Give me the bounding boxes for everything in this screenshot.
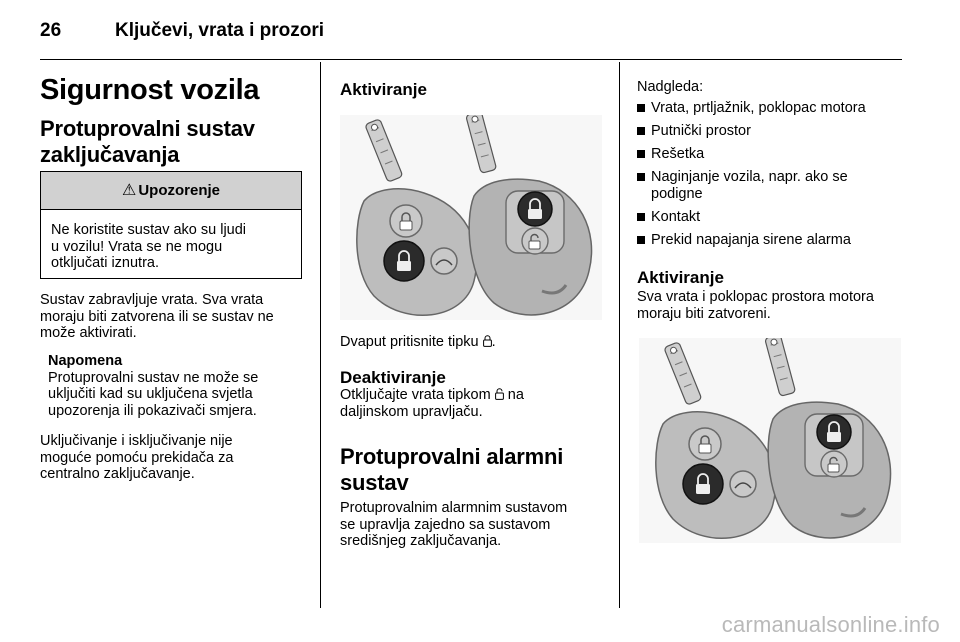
activation-heading-alarm: Aktiviranje [637, 268, 724, 287]
subsection-heading-line: Protuprovalni sustav [40, 116, 255, 141]
running-title: Ključevi, vrata i prozori [115, 20, 325, 41]
press-twice-end: . [491, 334, 496, 350]
bullet-square-icon [637, 236, 645, 244]
list-item [637, 146, 905, 163]
text-line: može aktivirati. [40, 325, 137, 341]
list-item-text: Vrata, prtljažnik, poklopac motora [651, 100, 866, 116]
list-item [637, 169, 905, 202]
lock-icon [483, 335, 492, 347]
subsection-heading-line: zaključavanja [40, 142, 180, 167]
monitored-items-list [637, 100, 905, 255]
list-item-text: Putnički prostor [651, 123, 751, 139]
list-item-text-line: Naginjanje vozila, napr. ako se [651, 169, 848, 185]
list-item [637, 100, 905, 117]
warning-line: Ne koristite sustav ako su ljudi [51, 222, 247, 238]
bullet-square-icon [637, 104, 645, 112]
subsection-heading [40, 116, 255, 168]
deactivation-text-end: na [507, 387, 524, 403]
page-number: 26 [40, 20, 62, 41]
bullet-square-icon [637, 213, 645, 221]
text-line: centralno zaključavanje. [40, 466, 195, 482]
text-line: Protuprovalnim alarmnim sustavom [340, 500, 568, 516]
bullet-square-icon [637, 150, 645, 158]
warning-body [41, 210, 301, 272]
deactivation-text [340, 387, 610, 420]
list-item-text [651, 169, 848, 202]
alarm-heading-line: sustav [340, 470, 409, 495]
alarm-heading [340, 444, 563, 496]
text-line: daljinskom upravljaču. [340, 403, 483, 420]
list-item [637, 123, 905, 140]
bullet-square-icon [637, 173, 645, 181]
text-line: Sustav zabravljuje vrata. Sva vrata [40, 292, 264, 308]
activation-text [637, 289, 907, 322]
text-line: središnjeg zaključavanja. [340, 533, 502, 549]
unlock-icon [495, 388, 504, 400]
list-item-text: Prekid napajanja sirene alarma [651, 231, 851, 248]
header-rule [40, 59, 902, 60]
list-item [637, 209, 905, 226]
note-text [48, 370, 310, 420]
section-heading: Sigurnost vozila [40, 74, 260, 106]
alarm-text [340, 500, 610, 550]
list-item [637, 232, 905, 249]
warning-title: Upozorenje [138, 182, 221, 199]
warning-triangle-icon: ⚠ [121, 182, 137, 199]
keyfob-illustration-alarm [639, 338, 901, 543]
keyfob-alarm-illustration [639, 338, 901, 543]
warning-line: u vozilu! Vrata se ne mogu [51, 238, 223, 255]
column-divider-2 [619, 62, 620, 608]
text-line: se upravlja zajedno sa sustavom [340, 516, 551, 533]
text-line: Protuprovalni sustav ne može se [48, 369, 259, 386]
keyfob-lock-illustration [340, 115, 602, 320]
warning-box [40, 171, 302, 279]
press-twice-text: Dvaput pritisnite tipku [340, 334, 479, 350]
list-item-text: Kontakt [651, 208, 701, 225]
text-line: Sva vrata i poklopac prostora motora [637, 289, 874, 305]
page-header [0, 0, 960, 62]
list-item-text: Rešetka [651, 146, 705, 162]
text-line: upozorenja ili pokazivači smjera. [48, 402, 257, 419]
warning-line: otključati iznutra. [51, 255, 159, 271]
activation-heading: Aktiviranje [340, 80, 427, 99]
keyfob-illustration [340, 115, 602, 320]
note-block [40, 353, 310, 419]
watermark: carmanualsonline.info [721, 612, 940, 637]
press-twice-line [340, 334, 496, 351]
warning-header [41, 172, 301, 210]
deactivation-text-start: Otključajte vrata tipkom [340, 387, 491, 403]
alarm-heading-line: Protuprovalni alarmni [340, 444, 564, 469]
bullet-square-icon [637, 127, 645, 135]
paragraph-switch [40, 433, 310, 483]
text-line: Uključivanje i isključivanje nije [40, 433, 233, 449]
text-line: uključiti kad su uključena svjetla [48, 386, 253, 402]
monitors-label: Nadgleda: [637, 79, 704, 95]
deactivation-heading: Deaktiviranje [340, 368, 446, 387]
note-title: Napomena [48, 353, 123, 369]
column-divider-1 [320, 62, 321, 608]
text-line: moguće pomoću prekidača za [40, 449, 234, 466]
text-line [340, 387, 610, 404]
paragraph-locking [40, 292, 310, 342]
text-line: moraju biti zatvorena ili se sustav ne [40, 308, 274, 325]
list-item-text-line: podigne [651, 185, 703, 202]
text-line: moraju biti zatvoreni. [637, 305, 771, 322]
